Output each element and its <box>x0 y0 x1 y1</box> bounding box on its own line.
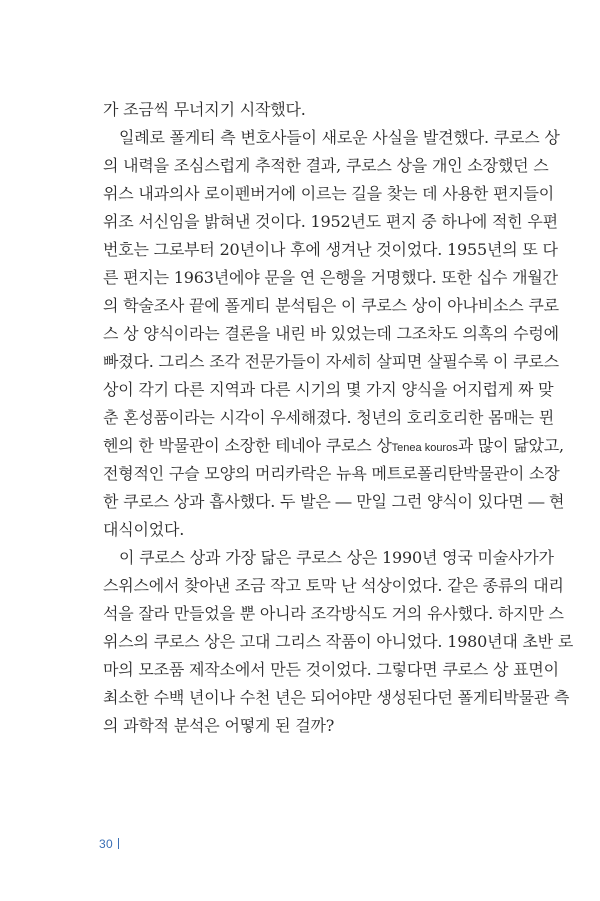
text-line: 의 과학적 분석은 어떻게 된 걸까? <box>103 716 335 735</box>
latin-annotation: Tenea kouros <box>391 442 458 454</box>
paragraph-start-line: 일례로 폴게티 측 변호사들이 새로운 사실을 발견했다. 쿠로스 상 <box>119 128 560 147</box>
text-line: 최소한 수백 년이나 수천 년은 되어야만 생성된다던 폴게티박물관 측 <box>103 688 570 707</box>
text-line: 른 편지는 1963년에야 문을 연 은행을 거명했다. 또한 십수 개월간 <box>103 268 558 287</box>
text-line: 가 조금씩 무너지기 시작했다. <box>103 100 306 119</box>
text-line-with-annotation <box>103 432 564 460</box>
text-line: 의 내력을 조심스럽게 추적한 결과, 쿠로스 상을 개인 소장했던 스 <box>103 156 549 175</box>
text-segment: 과 많이 닮았고, <box>457 436 564 455</box>
text-line: 상이 각기 다른 지역과 다른 시기의 몇 가지 양식을 어지럽게 짜 맞 <box>103 380 554 399</box>
paragraph-start-line: 이 쿠로스 상과 가장 닮은 쿠로스 상은 1990년 영국 미술사가가 <box>119 548 554 567</box>
text-line: 석을 잘라 만들었을 뿐 아니라 조각방식도 거의 유사했다. 하지만 스 <box>103 604 564 623</box>
text-line: 대식이었다. <box>103 520 185 539</box>
text-line: 한 쿠로스 상과 흡사했다. 두 발은 ― 만일 그런 양식이 있다면 ― 현 <box>103 492 565 511</box>
text-line: 마의 모조품 제작소에서 만든 것이었다. 그렇다면 쿠로스 상 표면이 <box>103 660 559 679</box>
text-line: 춘 혼성품이라는 시각이 우세해졌다. 청년의 호리호리한 몸매는 뮌 <box>103 408 555 427</box>
text-line: 빠졌다. 그리스 조각 전문가들이 자세히 살피면 살필수록 이 쿠로스 <box>103 352 559 371</box>
text-line: 의 학술조사 끝에 폴게티 분석팀은 이 쿠로스 상이 아나비소스 쿠로 <box>103 296 559 315</box>
text-segment: 헨의 한 박물관이 소장한 테네아 쿠로스 상 <box>103 436 392 455</box>
page-number-divider <box>118 838 119 849</box>
text-line: 스 상 양식이라는 결론을 내린 바 있었는데 그조차도 의혹의 수렁에 <box>103 324 559 343</box>
text-line: 번호는 그로부터 20년이나 후에 생겨난 것이었다. 1955년의 또 다 <box>103 240 558 259</box>
page-number-value: 30 <box>99 837 113 851</box>
text-line: 위스 내과의사 로이펜버거에 이르는 길을 찾는 데 사용한 편지들이 <box>103 184 555 203</box>
page-number <box>99 837 119 851</box>
text-line: 위스의 쿠로스 상은 고대 그리스 작품이 아니었다. 1980년대 초반 로 <box>103 632 574 651</box>
text-line: 위조 서신임을 밝혀낸 것이다. 1952년도 편지 중 하나에 적힌 우편 <box>103 212 558 231</box>
body-text <box>103 96 574 740</box>
text-line: 스위스에서 찾아낸 조금 작고 토막 난 석상이었다. 같은 종류의 대리 <box>103 576 564 595</box>
text-line: 전형적인 구슬 모양의 머리카락은 뉴욕 메트로폴리탄박물관이 소장 <box>103 464 560 483</box>
